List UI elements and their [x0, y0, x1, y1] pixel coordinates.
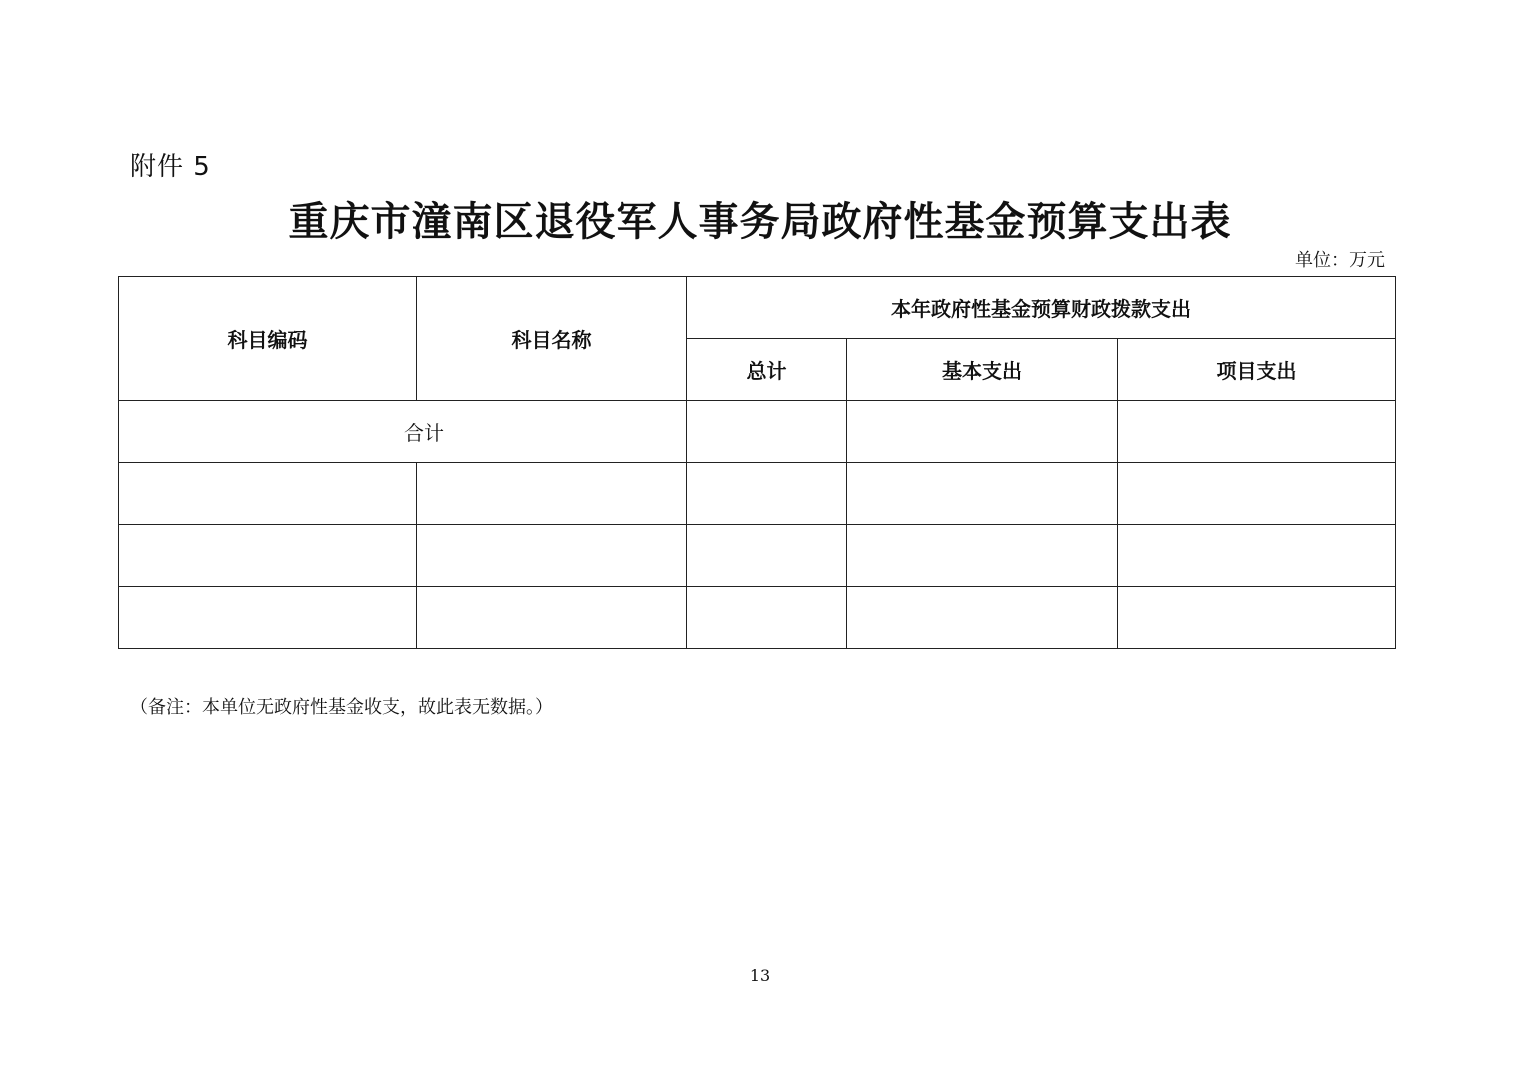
row-total-cell [687, 463, 847, 525]
unit-label: 单位：万元 [1295, 250, 1385, 271]
total-row-basic-cell [847, 401, 1118, 463]
table-row [119, 463, 1396, 525]
page-title: 重庆市潼南区退役军人事务局政府性基金预算支出表 [288, 198, 1232, 245]
column-header-basic: 基本支出 [847, 339, 1118, 401]
row-project-cell [1118, 587, 1396, 649]
row-project-cell [1118, 463, 1396, 525]
table-row [119, 587, 1396, 649]
page-number: 13 [749, 966, 771, 985]
total-row-project-cell [1118, 401, 1396, 463]
row-total-cell [687, 587, 847, 649]
table-row [119, 525, 1396, 587]
column-group-header: 本年政府性基金预算财政拨款支出 [687, 277, 1396, 339]
column-header-total: 总计 [687, 339, 847, 401]
row-code-cell [119, 525, 417, 587]
table-header-row-1 [119, 277, 1396, 339]
total-row [119, 401, 1396, 463]
total-row-total-cell [687, 401, 847, 463]
column-header-code: 科目编码 [119, 277, 417, 401]
row-name-cell [417, 525, 687, 587]
footnote: （备注：本单位无政府性基金收支，故此表无数据。） [130, 697, 553, 718]
row-name-cell [417, 587, 687, 649]
column-header-project: 项目支出 [1118, 339, 1396, 401]
attachment-label: 附件 5 [130, 152, 211, 182]
row-basic-cell [847, 525, 1118, 587]
row-total-cell [687, 525, 847, 587]
row-project-cell [1118, 525, 1396, 587]
row-code-cell [119, 587, 417, 649]
row-basic-cell [847, 463, 1118, 525]
row-name-cell [417, 463, 687, 525]
row-basic-cell [847, 587, 1118, 649]
column-header-name: 科目名称 [417, 277, 687, 401]
total-row-label: 合计 [119, 401, 687, 463]
row-code-cell [119, 463, 417, 525]
budget-table [118, 276, 1396, 649]
